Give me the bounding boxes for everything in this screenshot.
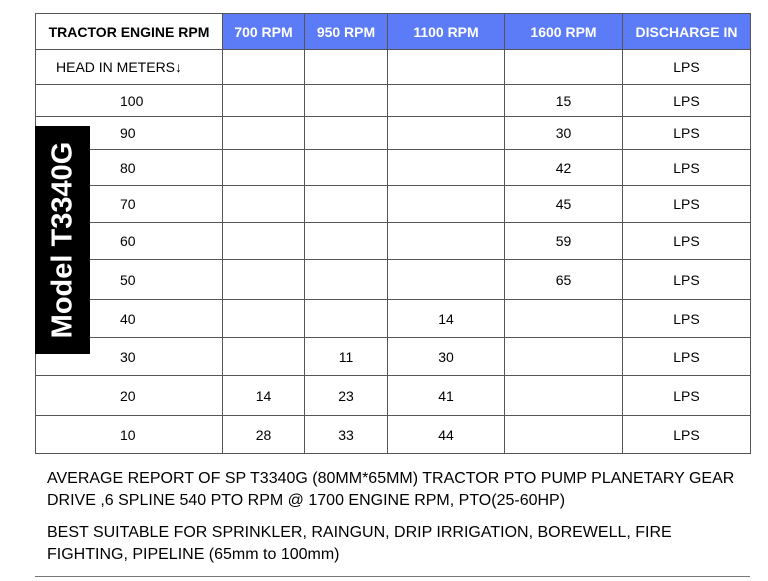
- discharge-value-cell: 30: [388, 338, 505, 376]
- unit-cell: LPS: [623, 50, 751, 85]
- discharge-value-cell: [305, 223, 388, 260]
- discharge-value-cell: [505, 338, 623, 376]
- discharge-value-cell: [388, 260, 505, 300]
- head-value-cell: 40: [36, 300, 223, 338]
- empty-cell: [305, 50, 388, 85]
- discharge-value-cell: [305, 260, 388, 300]
- discharge-value-cell: [388, 117, 505, 150]
- discharge-value-cell: [223, 85, 305, 117]
- discharge-value-cell: [388, 186, 505, 223]
- discharge-value-cell: 23: [305, 376, 388, 416]
- unit-cell: LPS: [623, 117, 751, 150]
- discharge-value-cell: 15: [505, 85, 623, 117]
- discharge-value-cell: 41: [388, 376, 505, 416]
- table-row: [36, 300, 751, 338]
- empty-cell: [388, 50, 505, 85]
- unit-cell: LPS: [623, 338, 751, 376]
- table-row: [36, 186, 751, 223]
- table-row: [36, 338, 751, 376]
- unit-cell: LPS: [623, 376, 751, 416]
- unit-cell: LPS: [623, 150, 751, 186]
- head-value-cell: 100: [36, 85, 223, 117]
- discharge-value-cell: [305, 150, 388, 186]
- head-value-cell: 20: [36, 376, 223, 416]
- discharge-value-cell: 65: [505, 260, 623, 300]
- discharge-value-cell: [223, 150, 305, 186]
- empty-cell: [223, 50, 305, 85]
- performance-table: [35, 13, 751, 454]
- discharge-value-cell: [505, 300, 623, 338]
- discharge-value-cell: [305, 300, 388, 338]
- unit-cell: LPS: [623, 416, 751, 454]
- unit-cell: LPS: [623, 260, 751, 300]
- discharge-value-cell: 28: [223, 416, 305, 454]
- head-value-cell: 70: [36, 186, 223, 223]
- discharge-value-cell: [388, 223, 505, 260]
- discharge-value-cell: [388, 85, 505, 117]
- unit-cell: LPS: [623, 223, 751, 260]
- head-value-cell: 30: [36, 338, 223, 376]
- discharge-value-cell: [223, 338, 305, 376]
- header-950-rpm: 950 RPM: [305, 14, 388, 50]
- table-row: [36, 376, 751, 416]
- discharge-value-cell: 14: [388, 300, 505, 338]
- head-value-cell: 10: [36, 416, 223, 454]
- discharge-value-cell: [223, 117, 305, 150]
- table-row: [36, 117, 751, 150]
- subheader-row: [36, 50, 751, 85]
- discharge-value-cell: [305, 85, 388, 117]
- head-in-meters-label: HEAD IN METERS↓: [36, 50, 223, 85]
- head-value-cell: 50: [36, 260, 223, 300]
- discharge-value-cell: [505, 376, 623, 416]
- discharge-value-cell: [305, 117, 388, 150]
- bottom-divider: [35, 576, 750, 577]
- head-value-cell: 80: [36, 150, 223, 186]
- head-value-cell: 90: [36, 117, 223, 150]
- unit-cell: LPS: [623, 300, 751, 338]
- discharge-value-cell: 44: [388, 416, 505, 454]
- discharge-value-cell: [223, 260, 305, 300]
- model-badge: [35, 126, 90, 354]
- table-row: [36, 150, 751, 186]
- unit-cell: LPS: [623, 85, 751, 117]
- discharge-value-cell: 30: [505, 117, 623, 150]
- discharge-value-cell: 59: [505, 223, 623, 260]
- discharge-value-cell: [388, 150, 505, 186]
- suitability-note: BEST SUITABLE FOR SPRINKLER, RAINGUN, DRIP IRRIGATION, BOREWELL, FIRE FIGHTING, PIPELINE (65mm to 100mm): [47, 524, 672, 563]
- table-row: [36, 260, 751, 300]
- discharge-value-cell: [223, 186, 305, 223]
- header-700-rpm: 700 RPM: [223, 14, 305, 50]
- discharge-value-cell: 11: [305, 338, 388, 376]
- discharge-value-cell: [223, 223, 305, 260]
- report-note: AVERAGE REPORT OF SP T3340G (80MM*65MM) TRACTOR PTO PUMP PLANETARY GEAR DRIVE ,6 SPLINE 540 PTO RPM @ 1700 ENGINE RPM, PTO(25-60HP): [47, 470, 735, 509]
- model-label: Model T3340G: [46, 141, 78, 339]
- discharge-value-cell: [505, 416, 623, 454]
- header-engine-rpm: TRACTOR ENGINE RPM: [36, 14, 223, 50]
- header-1600-rpm: 1600 RPM: [505, 14, 623, 50]
- discharge-value-cell: 33: [305, 416, 388, 454]
- header-1100-rpm: 1100 RPM: [388, 14, 505, 50]
- discharge-value-cell: 14: [223, 376, 305, 416]
- table-header-row: [36, 14, 751, 50]
- discharge-value-cell: 45: [505, 186, 623, 223]
- empty-cell: [505, 50, 623, 85]
- table-row: [36, 223, 751, 260]
- unit-cell: LPS: [623, 186, 751, 223]
- discharge-value-cell: 42: [505, 150, 623, 186]
- discharge-value-cell: [223, 300, 305, 338]
- header-discharge: DISCHARGE IN: [623, 14, 751, 50]
- table-row: [36, 416, 751, 454]
- table-row: [36, 85, 751, 117]
- discharge-value-cell: [305, 186, 388, 223]
- head-value-cell: 60: [36, 223, 223, 260]
